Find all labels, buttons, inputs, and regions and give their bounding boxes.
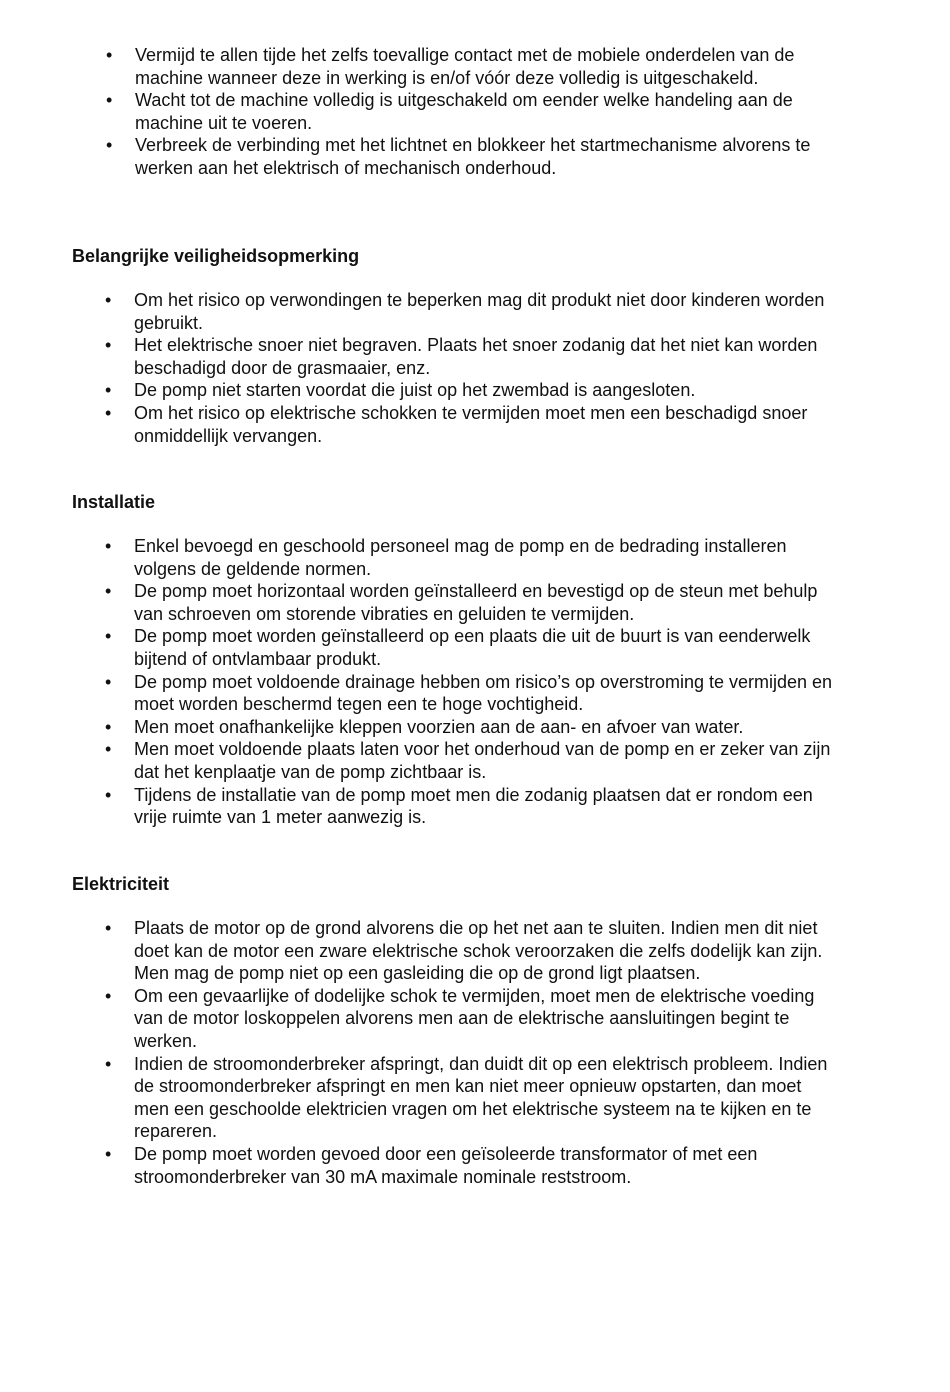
list-item: • Om het risico op elektrische schokken te vermijden moet men een beschadigd snoer onmiddellijk vervangen.: [134, 402, 834, 447]
list-item: • Plaats de motor op de grond alvorens die op het net aan te sluiten. Indien men dit niet doet kan de motor een zware elektrische schok veroorzaken die zelfs dodelijk kan zijn. Men mag de pomp niet op een gasleiding die op de grond ligt plaatsen.: [134, 917, 834, 985]
intro-list: [135, 44, 835, 180]
list-item: • De pomp niet starten voordat die juist op het zwembad is aangesloten.: [134, 379, 834, 402]
list-item: • De pomp moet voldoende drainage hebben om risico’s op overstroming te vermijden en moet worden beschermd tegen een te hoge vochtigheid.: [134, 671, 834, 716]
list-item: • Men moet voldoende plaats laten voor het onderhoud van de pomp en er zeker van zijn dat het kenplaatje van de pomp zichtbaar is.: [134, 738, 834, 783]
list-item: • Men moet onafhankelijke kleppen voorzien aan de aan- en afvoer van water.: [134, 716, 834, 739]
installation-list: [134, 535, 834, 829]
list-item: • Wacht tot de machine volledig is uitgeschakeld om eender welke handeling aan de machine uit te voeren.: [135, 89, 835, 134]
list-item: • De pomp moet horizontaal worden geïnstalleerd en bevestigd op de steun met behulp van schroeven om storende vibraties en geluiden te vermijden.: [134, 580, 834, 625]
safety-list: [134, 289, 834, 447]
safety-heading: Belangrijke veiligheidsopmerking: [72, 246, 360, 266]
list-item: • Indien de stroomonderbreker afspringt, dan duidt dit op een elektrisch probleem. Indien de stroomonderbreker afspringt en men kan niet meer opnieuw opstarten, dan moet men een geschoolde elektricien vragen om het elektrische systeem na te kijken en te repareren.: [134, 1053, 834, 1143]
list-item: • Om een gevaarlijke of dodelijke schok te vermijden, moet men de elektrische voeding van de motor loskoppelen alvorens men aan de elektrische aansluitingen begint te werken.: [134, 985, 834, 1053]
list-item: • Het elektrische snoer niet begraven. Plaats het snoer zodanig dat het niet kan worden beschadigd door de grasmaaier, enz.: [134, 334, 834, 379]
list-item: • De pomp moet worden gevoed door een geïsoleerde transformator of met een stroomonderbreker van 30 mA maximale nominale reststroom.: [134, 1143, 834, 1188]
electricity-heading: Elektriciteit: [72, 874, 170, 894]
list-item: • Om het risico op verwondingen te beperken mag dit produkt niet door kinderen worden gebruikt.: [134, 289, 834, 334]
list-item: • Vermijd te allen tijde het zelfs toevallige contact met de mobiele onderdelen van de machine wanneer deze in werking is en/of vóór deze volledig is uitgeschakeld.: [135, 44, 835, 89]
list-item: • De pomp moet worden geïnstalleerd op een plaats die uit de buurt is van eenderwelk bijtend of ontvlambaar produkt.: [134, 625, 834, 670]
electricity-list: [134, 917, 834, 1188]
list-item: • Enkel bevoegd en geschoold personeel mag de pomp en de bedrading installeren volgens de geldende normen.: [134, 535, 834, 580]
list-item: • Tijdens de installatie van de pomp moet men die zodanig plaatsen dat er rondom een vrije ruimte van 1 meter aanwezig is.: [134, 784, 834, 829]
installation-heading: Installatie: [72, 492, 156, 512]
list-item: • Verbreek de verbinding met het lichtnet en blokkeer het startmechanisme alvorens te werken aan het elektrisch of mechanisch onderhoud.: [135, 134, 835, 179]
